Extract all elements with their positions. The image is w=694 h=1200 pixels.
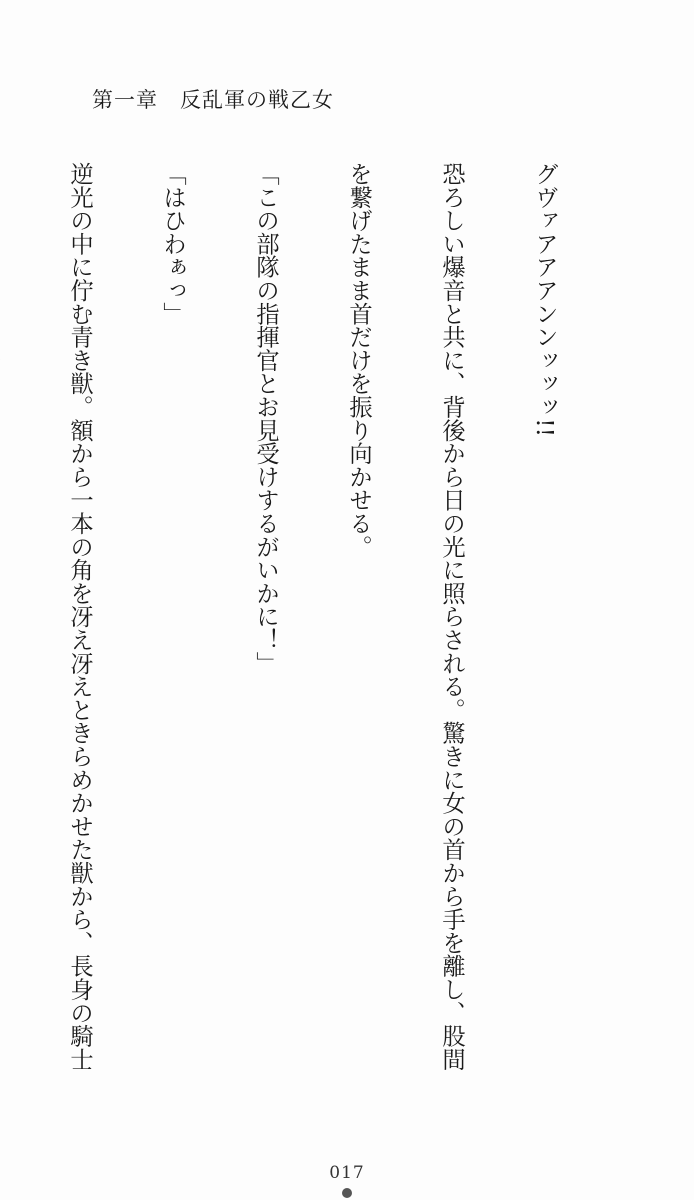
text-line: 逆光の中に佇む青き獣。額から一本の角を冴え冴えときらめかせた獣から、長身の騎士 (66, 162, 93, 1071)
text-line: グヴァアアアンンッッッ!! (531, 162, 558, 438)
text-line: 恐ろしい爆音と共に、背後から日の光に照らされる。驚きに女の首から手を離し、股間 (438, 162, 465, 1071)
page-marker-dot (342, 1188, 352, 1198)
chapter-header: 第一章 反乱軍の戦乙女 (92, 88, 334, 112)
body-text-vertical (0, 162, 622, 1071)
text-line (0, 162, 2, 1002)
text-line: 「はひわぁっ」 (159, 162, 186, 326)
text-line: 「この部隊の指揮官とお見受けするがいかに！」 (252, 162, 279, 675)
text-line: を繋げたまま首だけを振り向かせる。 (345, 162, 372, 559)
page-number: 017 (329, 1163, 365, 1183)
